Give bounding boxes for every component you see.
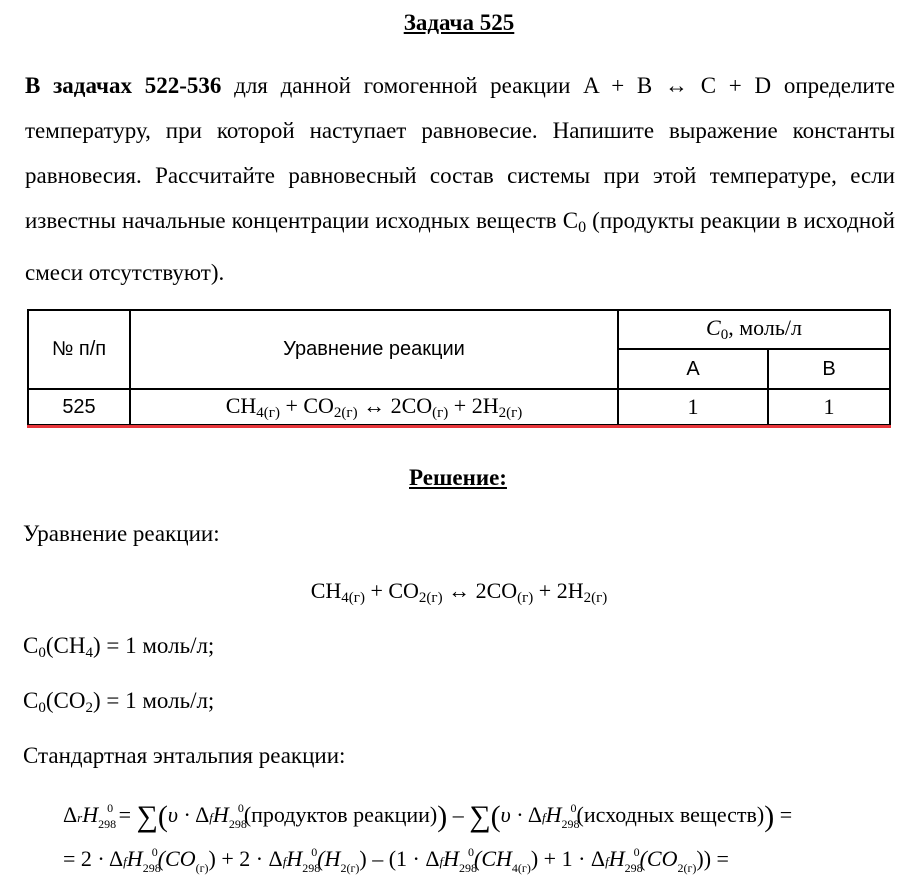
enthalpy-formula-line2: = $2 \cdot \Delta fH_{298}^0(CO_{(г)}) + 2 \cdot \Delta fH_{298}^0(H_{2(г)}) - (1 \cdot \Delta fH_{298}^0(CH_{4(г)}) + 1 \cdot \Delta fH_{298}^0(CO_{2(г)}))$ = xyxy=(63,845,729,875)
task-text-part2: (продукты реакции в исходной смеси отсутствуют). xyxy=(25,208,895,285)
page-title: Задача 525 xyxy=(403,10,515,35)
cell-a: 1 xyxy=(618,389,768,425)
table-row xyxy=(28,389,890,425)
enthalpy-formula-line1: ΔrH$_{298}^0$ = ∑(υ · ΔfH$_{298}^0$(продуктов реакции)) – ∑(υ · ΔfH$_{298}^0$(исходных веществ)) = xyxy=(63,800,793,833)
c0-ch4-line: C0(CH4) = 1 моль/л; xyxy=(23,633,215,661)
header-b: B xyxy=(768,349,890,389)
cell-b: 1 xyxy=(768,389,890,425)
cell-num: 525 xyxy=(28,389,130,425)
task-description xyxy=(25,63,895,295)
task-table xyxy=(27,309,891,426)
task-range-bold: В задачах 522-536 xyxy=(25,73,222,98)
reaction-equation: CH4(г) + CO2(г) ↔ 2CO(г) + 2H2(г) xyxy=(310,578,608,606)
header-c0: C0, моль/л xyxy=(618,310,890,349)
task-text-part1: для данной гомогенной реакции A + B ↔ C + D определите температуру, при которой наступает равновесие. Напишите выражение константы равновесия. Рассчитайте равновесный состав системы при этой температуре, если известны начальные концентрации исходных веществ C xyxy=(25,73,895,233)
header-a: A xyxy=(618,349,768,389)
equation-label: Уравнение реакции: xyxy=(23,521,220,546)
cell-equation: CH4(г) + CO2(г) ↔ 2CO(г) + 2H2(г) xyxy=(130,389,618,425)
spellcheck-underline xyxy=(27,425,891,428)
task-text-sub0: 0 xyxy=(578,219,587,236)
header-equation: Уравнение реакции xyxy=(130,310,618,389)
c0-co2-line: C0(CO2) = 1 моль/л; xyxy=(23,688,215,716)
solution-heading: Решение: xyxy=(409,465,507,490)
header-num: № п/п xyxy=(28,310,130,389)
enthalpy-label: Стандартная энтальпия реакции: xyxy=(23,743,346,768)
